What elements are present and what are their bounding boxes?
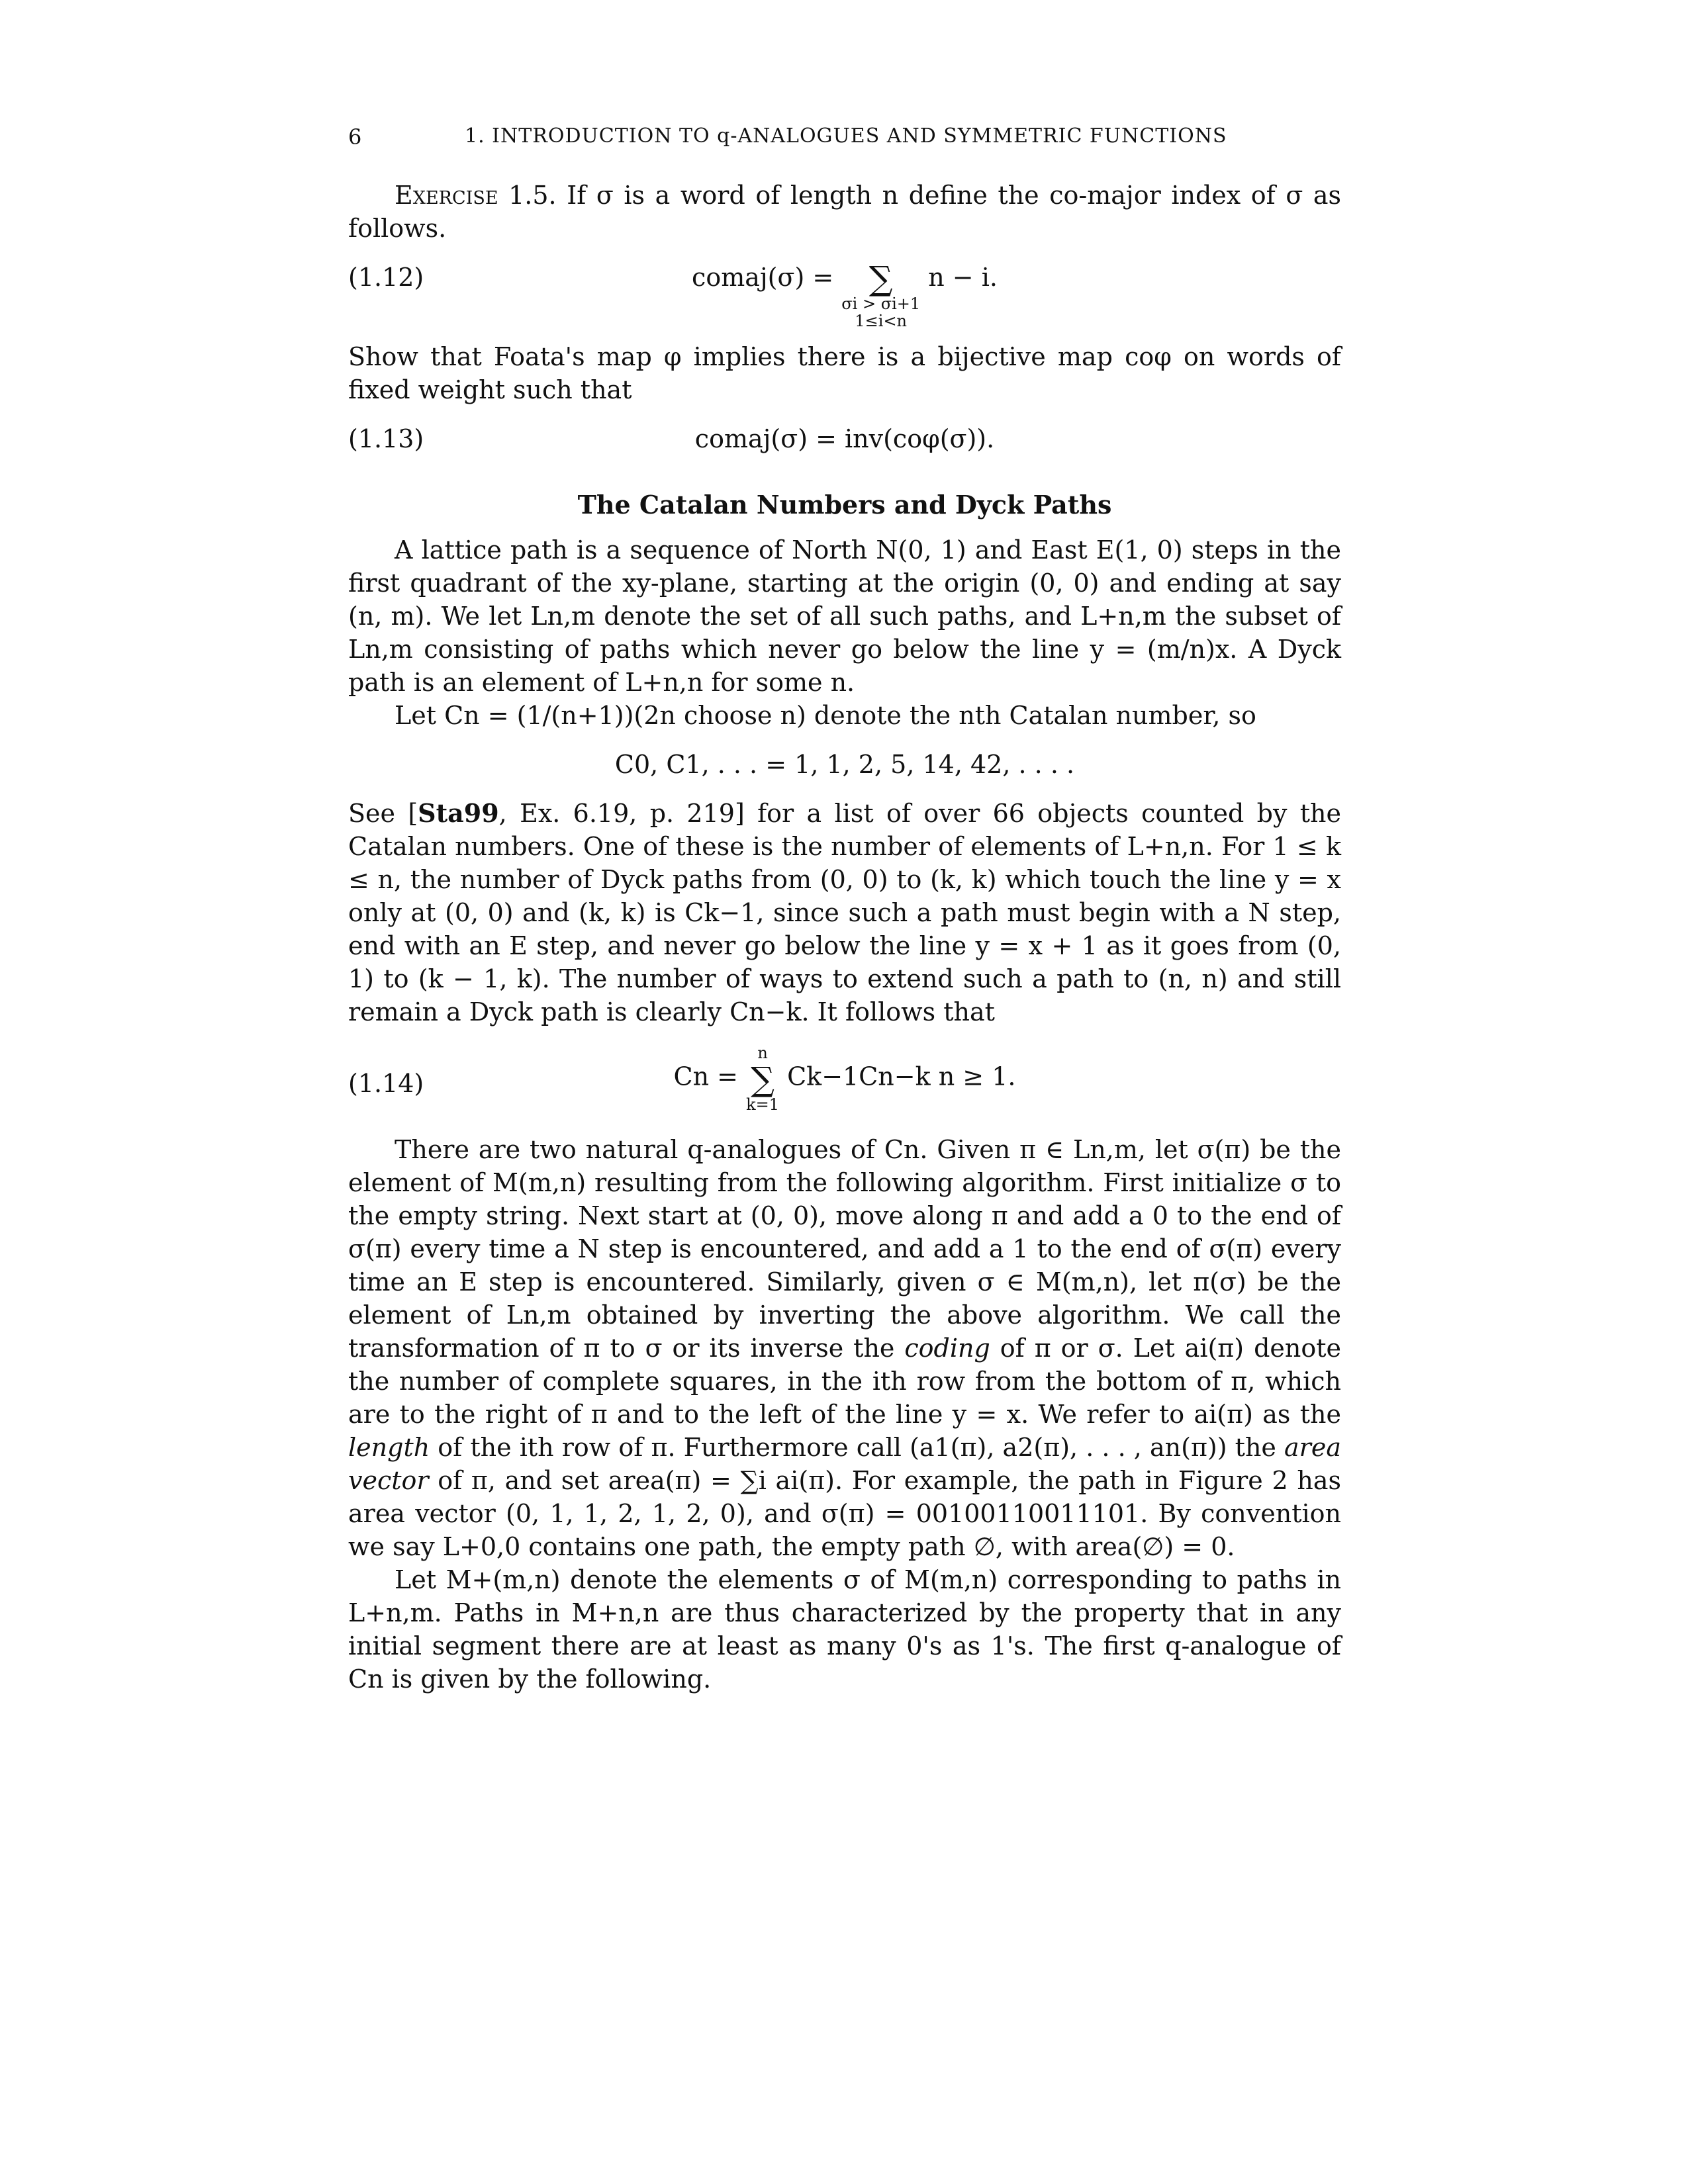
sum-condition-1: σi > σi+1 [841, 295, 921, 313]
body-text [348, 179, 1341, 1696]
section-title: The Catalan Numbers and Dyck Paths [577, 490, 1112, 520]
equation-lhs: comaj(σ) = [692, 263, 842, 292]
catalan-paragraph: Let Cn = (1/(n+1))(2n choose n) denote the nth Catalan number, so [395, 701, 1256, 730]
text-fragment: , Ex. 6.19, p. 219] for a list of over 66 objects counted by the Catalan numbers. One of these is the number of elements of L+n,n. For 1 ≤ k ≤ n, the number of Dyck paths from (0, 0) to (k, k) which touch the line y = x only at (0, 0) and (k, k) is Ck−1, since such a path must begin with a N step, end with an E step, and never go below the line y = x + 1 as it goes from (0, 1) to (k − 1, k). The number of ways to extend such a path to (n, n) and still remain a Dyck path is clearly Cn−k. It follows that [348, 799, 1341, 1026]
exercise-text: If σ is a word of length n define the co-major index of σ as follows. [348, 181, 1341, 243]
lattice-paragraph: A lattice path is a sequence of North N(0, 1) and East E(1, 0) steps in the first quadrant of the xy-plane, starting at the origin (0, 0) and ending at say (n, m). We let Ln,m denote the set of all such paths, and L+n,m the subset of Ln,m consisting of paths which never go below the line y = (m/n)x. A Dyck path is an element of L+n,n for some n. [348, 535, 1341, 697]
emphasis-length: length [348, 1433, 430, 1462]
catalan-values-equation: C0, C1, . . . = 1, 1, 2, 5, 14, 42, . . . . [614, 750, 1075, 779]
q-analogues-paragraph [348, 1133, 1341, 1563]
equation-number: (1.12) [348, 263, 424, 292]
sum-symbol: ∑ [868, 259, 893, 298]
exercise-label: Exercise 1.5. [395, 181, 557, 210]
final-paragraph: Let M+(m,n) denote the elements σ of M(m,n) corresponding to paths in L+n,m. Paths in M+n,n are thus characterized by the property that in any initial segment there are at least as many 0's as 1's. The first q-analogue of Cn is given by the following. [348, 1565, 1341, 1694]
equation-1-14 [348, 1044, 1341, 1117]
citation-ref: Sta99 [418, 798, 499, 828]
emphasis-area-vector: area vector [348, 1433, 1341, 1495]
running-title: 1. INTRODUCTION TO q-ANALOGUES AND SYMMETRIC FUNCTIONS [465, 124, 1227, 148]
sum-upper-limit: n [757, 1044, 768, 1062]
equation-body: Ck−1Cn−k n ≥ 1. [787, 1062, 1016, 1091]
foata-paragraph: Show that Foata's map φ implies there is a bijective map coφ on words of fixed weight such that [348, 342, 1341, 404]
text-fragment: See [ [348, 799, 418, 828]
sum-condition-2: 1≤i<n [855, 312, 908, 330]
equation-number: (1.13) [348, 424, 424, 453]
running-head [348, 124, 1341, 151]
equation-formula [348, 261, 1341, 330]
equation-body: n − i. [928, 263, 998, 292]
sum-symbol: ∑ [751, 1060, 774, 1099]
text-fragment: of the ith row of π. Furthermore call (a1(π), a2(π), . . . , an(π)) the [430, 1433, 1285, 1462]
equation-lhs: Cn = [673, 1062, 747, 1091]
equation-number: (1.14) [348, 1069, 424, 1098]
text-fragment: of π or σ. Let ai(π) denote the number of complete squares, in the ith row from the bottom of π, which are to the right of π and to the left of the line y = x. We refer to ai(π) as the [348, 1334, 1341, 1429]
text-fragment: There are two natural q-analogues of Cn. Given π ∈ Ln,m, let σ(π) be the element of M(m,n) resulting from the following algorithm. First initialize σ to the empty string. Next start at (0, 0), move along π and add a 0 to the end of σ(π) every time a N step is encountered, and add a 1 to the end of σ(π) every time an E step is encountered. Similarly, given σ ∈ M(m,n), let π(σ) be the element of Ln,m obtained by inverting the above algorithm. We call the transformation of π to σ or its inverse the [348, 1135, 1341, 1363]
page-number: 6 [348, 124, 362, 150]
equation-formula: comaj(σ) = inv(coφ(σ)). [694, 424, 995, 453]
equation-1-13 [348, 422, 1341, 462]
equation-1-12 [348, 259, 1341, 330]
exercise-paragraph [348, 179, 1341, 245]
text-fragment: of π, and set area(π) = ∑i ai(π). For example, the path in Figure 2 has area vector (0, 1, 1, 2, 1, 2, 0), and σ(π) = 00100110011101. By convention we say L+0,0 contains one path, the empty path ∅, with area(∅) = 0. [348, 1466, 1341, 1561]
equation-formula [348, 1044, 1341, 1113]
emphasis-coding: coding [904, 1334, 990, 1363]
sum-lower-limit: k=1 [746, 1095, 780, 1114]
sta99-paragraph [348, 797, 1341, 1028]
